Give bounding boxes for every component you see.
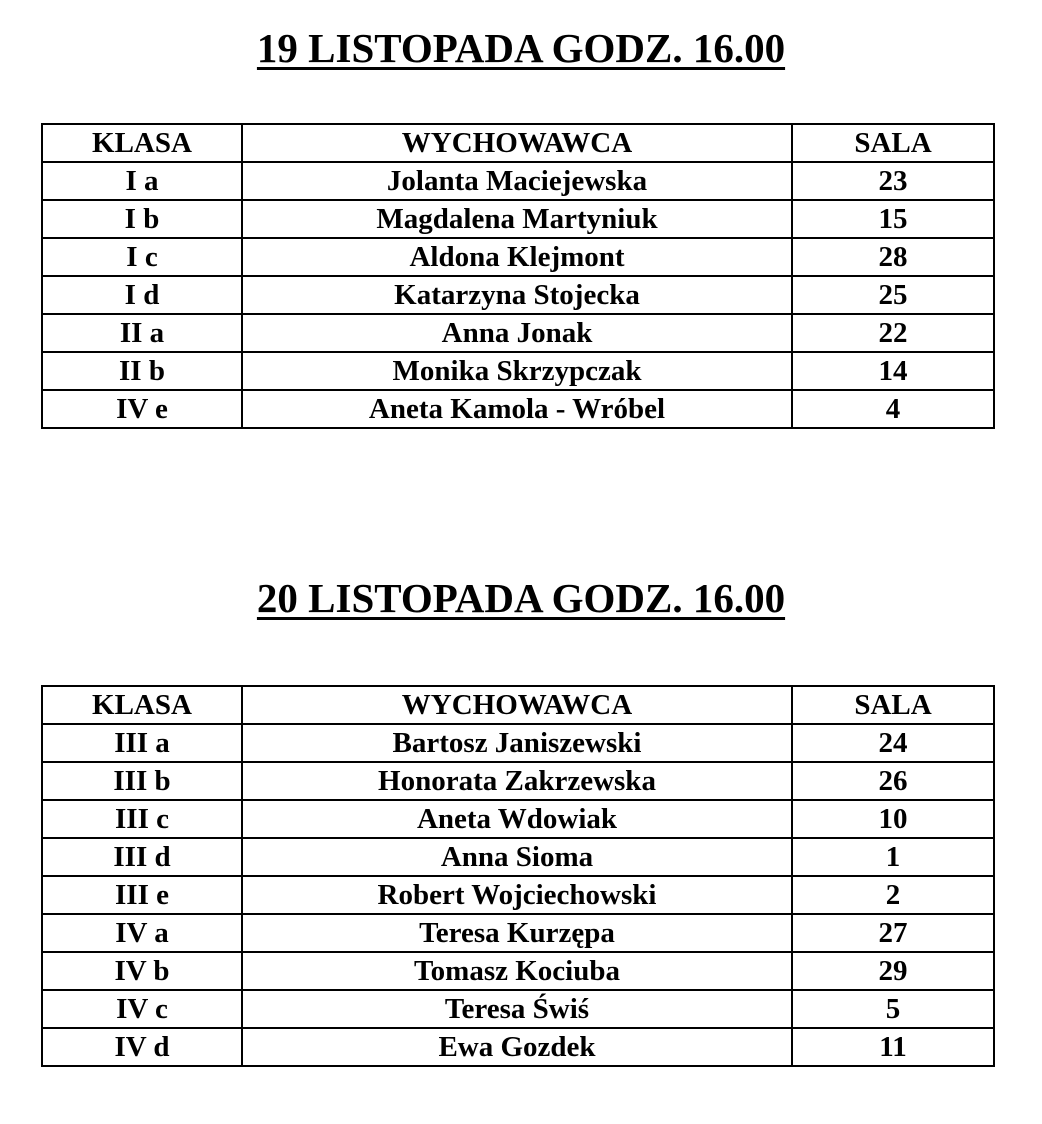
table-row [42,952,994,990]
table-row [42,724,994,762]
cell-klasa: I c [42,238,242,276]
schedule-table-2 [41,685,995,1067]
cell-sala: 24 [792,724,994,762]
cell-klasa: III b [42,762,242,800]
cell-wychowawca: Tomasz Kociuba [242,952,792,990]
cell-wychowawca: Aneta Kamola - Wróbel [242,390,792,428]
cell-sala: 25 [792,276,994,314]
table-row [42,762,994,800]
table-row [42,800,994,838]
cell-klasa: IV a [42,914,242,952]
cell-klasa: III a [42,724,242,762]
cell-klasa: II a [42,314,242,352]
cell-sala: 4 [792,390,994,428]
section-1-title-text: 19 LISTOPADA GODZ. 16.00 [256,25,786,71]
table-row [42,914,994,952]
cell-klasa: IV b [42,952,242,990]
table-row [42,200,994,238]
table-row [42,162,994,200]
section-2-title [0,574,1042,622]
cell-sala: 15 [792,200,994,238]
cell-klasa: IV d [42,1028,242,1066]
cell-klasa: I a [42,162,242,200]
cell-wychowawca: Ewa Gozdek [242,1028,792,1066]
cell-sala: 10 [792,800,994,838]
schedule-table-1 [41,123,995,429]
cell-sala: 23 [792,162,994,200]
cell-klasa: IV c [42,990,242,1028]
cell-klasa: I b [42,200,242,238]
section-1-title [0,24,1042,72]
cell-wychowawca: Bartosz Janiszewski [242,724,792,762]
cell-wychowawca: Anna Jonak [242,314,792,352]
cell-wychowawca: Aneta Wdowiak [242,800,792,838]
cell-wychowawca: Katarzyna Stojecka [242,276,792,314]
header-sala: SALA [792,124,994,162]
cell-sala: 11 [792,1028,994,1066]
cell-wychowawca: Teresa Świś [242,990,792,1028]
cell-wychowawca: Robert Wojciechowski [242,876,792,914]
cell-klasa: III e [42,876,242,914]
header-klasa: KLASA [42,686,242,724]
table-row [42,314,994,352]
cell-sala: 22 [792,314,994,352]
table-row [42,276,994,314]
header-wychowawca: WYCHOWAWCA [242,686,792,724]
cell-sala: 29 [792,952,994,990]
table-row [42,838,994,876]
cell-wychowawca: Jolanta Maciejewska [242,162,792,200]
header-klasa: KLASA [42,124,242,162]
cell-sala: 26 [792,762,994,800]
cell-sala: 2 [792,876,994,914]
table-row [42,238,994,276]
table-row [42,390,994,428]
cell-sala: 28 [792,238,994,276]
cell-klasa: III c [42,800,242,838]
table-row [42,1028,994,1066]
cell-wychowawca: Anna Sioma [242,838,792,876]
cell-sala: 14 [792,352,994,390]
table-header-row [42,124,994,162]
cell-wychowawca: Honorata Zakrzewska [242,762,792,800]
cell-klasa: I d [42,276,242,314]
table-row [42,876,994,914]
cell-sala: 1 [792,838,994,876]
table-header-row [42,686,994,724]
section-2-title-text: 20 LISTOPADA GODZ. 16.00 [256,575,786,621]
cell-klasa: II b [42,352,242,390]
cell-klasa: III d [42,838,242,876]
cell-wychowawca: Teresa Kurzępa [242,914,792,952]
table-row [42,352,994,390]
cell-wychowawca: Aldona Klejmont [242,238,792,276]
table-row [42,990,994,1028]
header-wychowawca: WYCHOWAWCA [242,124,792,162]
cell-wychowawca: Monika Skrzypczak [242,352,792,390]
cell-klasa: IV e [42,390,242,428]
header-sala: SALA [792,686,994,724]
cell-sala: 27 [792,914,994,952]
cell-wychowawca: Magdalena Martyniuk [242,200,792,238]
cell-sala: 5 [792,990,994,1028]
